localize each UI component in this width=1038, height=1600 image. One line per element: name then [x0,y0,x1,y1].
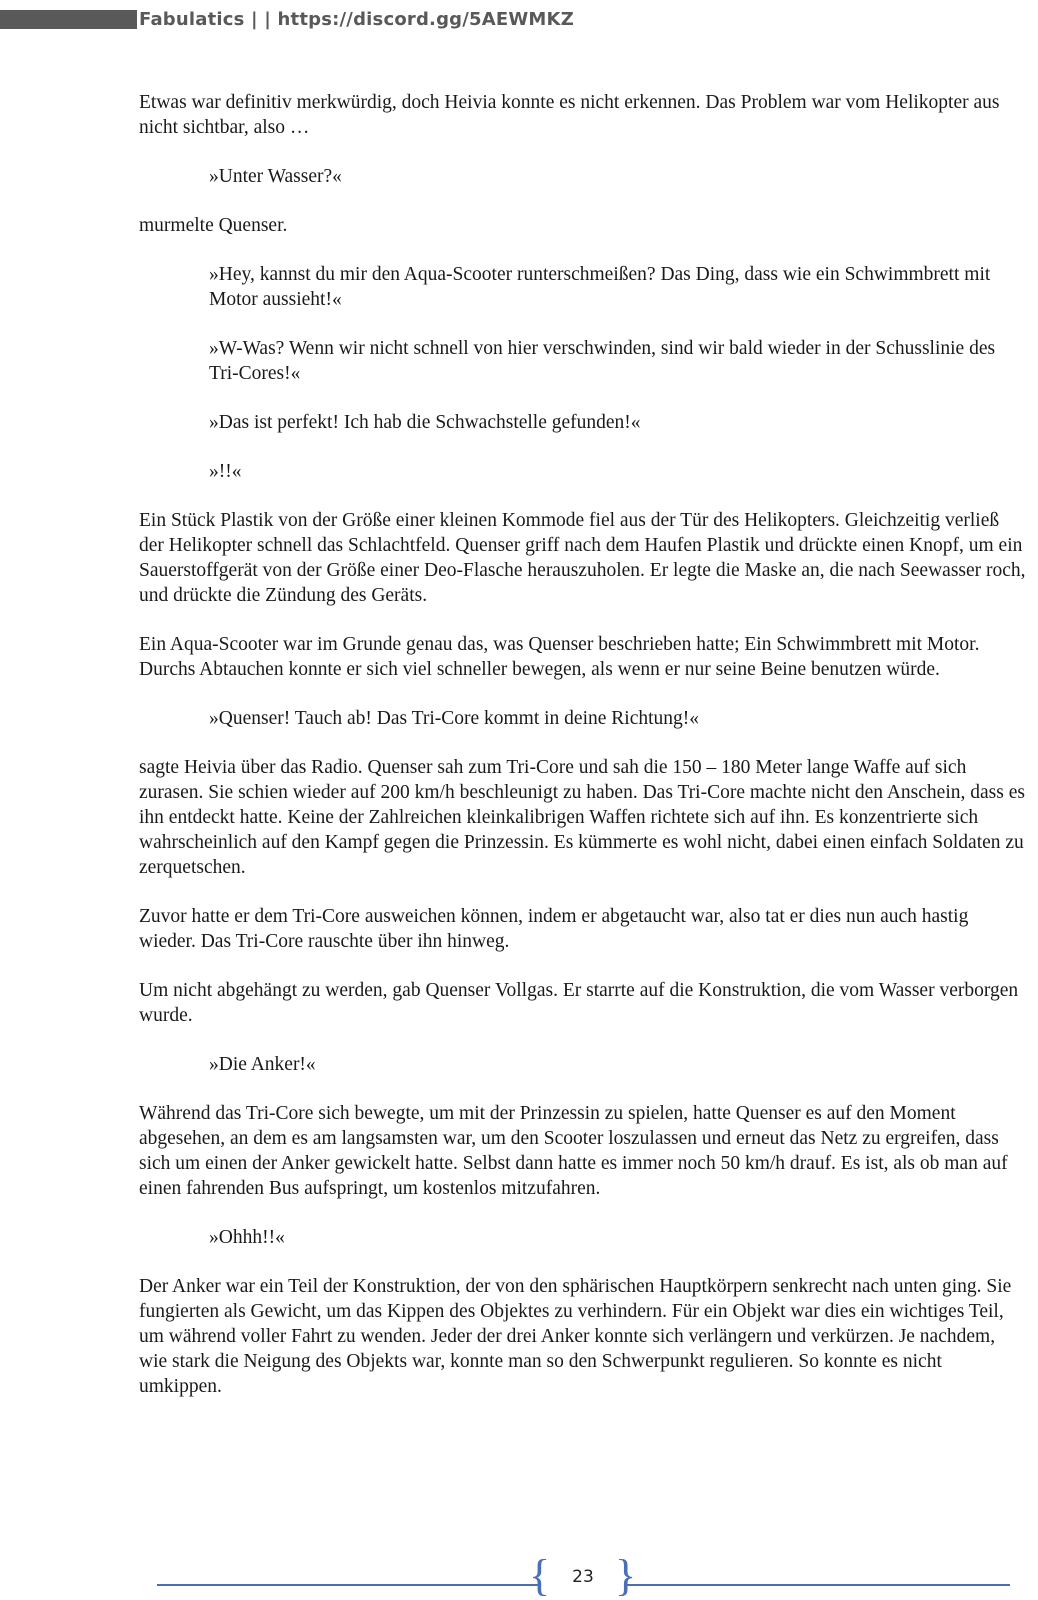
paragraph: Um nicht abgehängt zu werden, gab Quenser Vollgas. Er starrte auf die Konstruktion, die vom Wasser verborgen wurde. [139,980,1019,1026]
paragraph: murmelte Quenser. [139,215,288,236]
paragraph: sagte Heivia über das Radio. Quenser sah zum Tri-Core und sah die 150 – 180 Meter lange Waffe auf sich zurasen. Sie schien wieder auf 200 km/h beschleunigt zu haben. Das Tri-Core machte nicht den Anschein, dass es ihn entdeckt hatte. Keine der Zahlreichen kleinkalibrigen Waffen richtete sich auf ihn. Es konzentrierte sich wahrscheinlich auf den Kampf gegen die Prinzessin. Es kümmerte es wohl nicht, dabei einen einfach Soldaten zu zerquetschen. [139,757,1025,878]
dialogue-line: »W-Was? Wenn wir nicht schnell von hier verschwinden, sind wir bald wieder in der Schusslinie des Tri-Cores!« [209,338,996,384]
dialogue-line: »Das ist perfekt! Ich hab die Schwachstelle gefunden!« [209,412,641,433]
footer-rule-right [627,1584,1010,1586]
paragraph: Der Anker war ein Teil der Konstruktion, der von den sphärischen Hauptkörpern senkrecht nach unten ging. Sie fungierten als Gewicht, um das Kippen des Objektes zu verhindern. Für ein Objekt war dies ein wichtiges Teil, um während voller Fahrt zu wenden. Jeder der drei Anker konnte sich verlängern und verkürzen. Je nachdem, wie stark die Neigung des Objekts war, konnte man so den Schwerpunkt regulieren. So konnte es nicht umkippen. [139,1276,1012,1397]
header-bar [0,10,137,29]
header-title: Fabulatics | | https://discord.gg/5AEWMKZ [139,9,574,30]
paragraph: Ein Stück Plastik von der Größe einer kleinen Kommode fiel aus der Tür des Helikopters. Gleichzeitig verließ der Helikopter schnell das Schlachtfeld. Quenser griff nach dem Haufen Plastik und drückte einen Knopf, um ein Sauerstoffgerät von der Größe einer Deo-Flasche herauszuholen. Er legte die Maske an, die nach Seewasser roch, und drückte die Zündung des Geräts. [139,510,1026,606]
dialogue-line: »!!« [209,461,242,482]
dialogue-line: »Hey, kannst du mir den Aqua-Scooter runterschmeißen? Das Ding, dass wie ein Schwimmbrett mit Motor aussieht!« [209,264,991,310]
paragraph: Etwas war definitiv merkwürdig, doch Heivia konnte es nicht erkennen. Das Problem war vom Helikopter aus nicht sichtbar, also … [139,92,1000,138]
footer-rule-left [157,1584,541,1586]
paragraph: Während das Tri-Core sich bewegte, um mit der Prinzessin zu spielen, hatte Quenser es auf den Moment abgesehen, an dem es am langsamsten war, um den Scooter loszulassen und erneut das Netz zu ergreifen, dass sich um einen der Anker gewickelt hatte. Selbst dann hatte es immer noch 50 km/h drauf. Es ist, als ob man auf einen fahrenden Bus aufspringt, um kostenlos mitzufahren. [139,1103,1008,1199]
paragraph: Zuvor hatte er dem Tri-Core ausweichen können, indem er abgetaucht war, also tat er dies nun auch hastig wieder. Das Tri-Core rauschte über ihn hinweg. [139,906,969,952]
dialogue-line: »Ohhh!!« [209,1227,285,1248]
page-bracket-left: { [529,1551,551,1600]
page-body [139,90,1027,1423]
paragraph: Ein Aqua-Scooter war im Grunde genau das, was Quenser beschrieben hatte; Ein Schwimmbrett mit Motor. Durchs Abtauchen konnte er sich viel schneller bewegen, als wenn er nur seine Beine benutzen würde. [139,634,980,680]
page-number: 23 [572,1567,594,1587]
dialogue-line: »Quenser! Tauch ab! Das Tri-Core kommt in deine Richtung!« [209,708,700,729]
page-bracket-right: } [615,1551,637,1600]
dialogue-line: »Die Anker!« [209,1054,316,1075]
dialogue-line: »Unter Wasser?« [209,166,342,187]
